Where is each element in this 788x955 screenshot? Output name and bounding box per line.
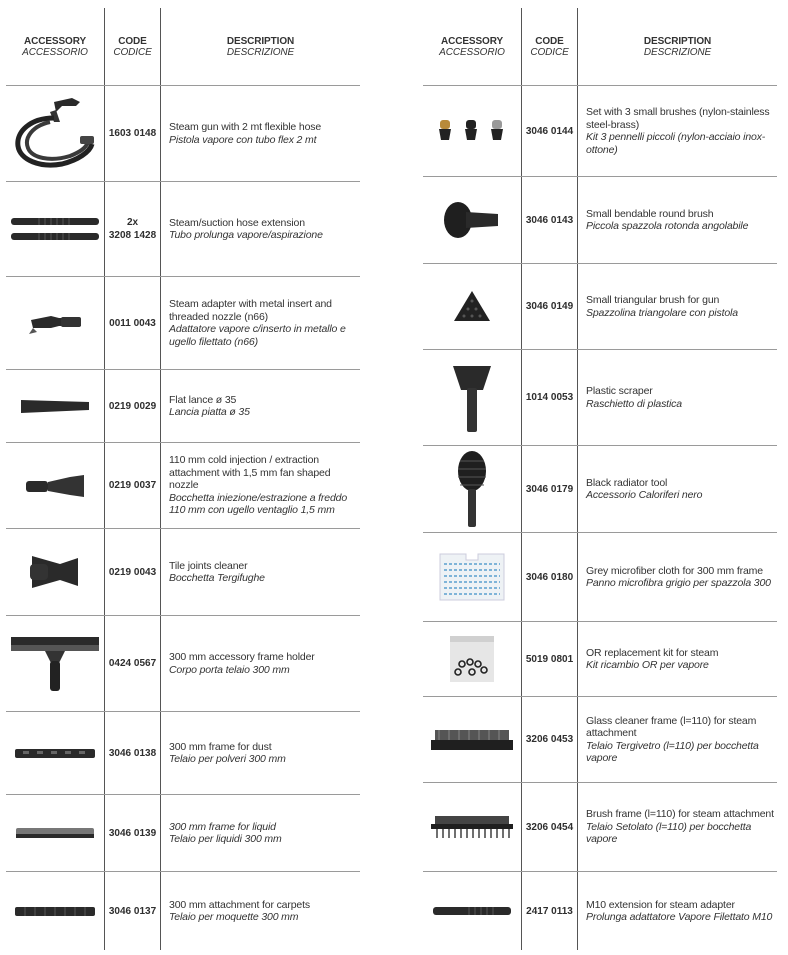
product-code <box>522 783 577 871</box>
description-it: Panno microfibra grigio per spazzola 300 <box>586 577 771 589</box>
table-row <box>423 86 777 176</box>
code-value: 2417 0113 <box>526 905 573 917</box>
table-row <box>423 264 777 349</box>
header-code-en: CODE <box>535 35 564 47</box>
description <box>169 616 357 711</box>
product-code <box>105 872 160 950</box>
description-it: Adattatore vapore c/inserto in metallo e ugello filettato (n66) <box>169 323 346 348</box>
description <box>586 177 774 263</box>
product-code <box>522 264 577 349</box>
round-brush-icon <box>423 177 521 263</box>
description <box>169 872 357 950</box>
table-row <box>6 616 360 711</box>
description <box>169 182 357 276</box>
table-row <box>6 277 360 369</box>
header-description-it: DESCRIZIONE <box>226 46 295 58</box>
description-it: Telaio per moquette 300 mm <box>169 911 299 923</box>
description-it: Accessorio Caloriferi nero <box>586 489 703 501</box>
description-it: Bocchetta iniezione/estrazione a freddo 110 mm con ugello ventaglio 1,5 mm <box>169 491 348 517</box>
table-row <box>6 370 360 442</box>
product-code <box>522 872 577 950</box>
description-en: Glass cleaner frame (l=110) for steam attachment <box>586 714 757 739</box>
description <box>586 264 774 349</box>
description-en: 110 mm cold injection / extraction attachment with 1,5 mm fan shaped nozzle <box>169 454 331 492</box>
description-en: Black radiator tool <box>586 476 668 489</box>
accessory-table-left <box>6 8 360 950</box>
product-code <box>105 795 160 871</box>
table-row <box>423 350 777 445</box>
product-code <box>105 616 160 711</box>
plastic-scraper-icon <box>423 350 521 445</box>
code-value: 3046 0144 <box>525 125 574 137</box>
header-code-it: CODICE <box>530 46 569 58</box>
code-value: 1603 0148 <box>108 128 157 139</box>
triangular-brush-icon <box>423 264 521 349</box>
header-description <box>578 8 777 85</box>
product-code <box>522 446 577 532</box>
code-value: 3208 1428 <box>108 230 157 241</box>
code-value: 3206 0453 <box>525 734 574 745</box>
table-row <box>6 712 360 794</box>
description <box>586 622 774 696</box>
microfiber-cloth-icon <box>423 533 521 621</box>
description <box>169 370 357 442</box>
extension-tubes-icon <box>6 182 104 276</box>
description-en: 300 mm attachment for carpets <box>169 898 310 911</box>
description-it: Tubo prolunga vapore/aspirazione <box>169 229 323 241</box>
description-en: Set with 3 small brushes (nylon-stainless steel-brass) <box>586 106 770 131</box>
description-it: Bocchetta Tergifughe <box>169 572 265 584</box>
description-it: Lancia piatta ø 35 <box>169 406 250 418</box>
code-value: 3046 0139 <box>108 827 157 839</box>
description-it: Raschietto di plastica <box>586 397 682 410</box>
description-en: Tile joints cleaner <box>169 559 248 572</box>
table-row <box>423 783 777 871</box>
table-row <box>6 872 360 950</box>
code-value: 0219 0037 <box>108 480 157 491</box>
description <box>586 446 774 532</box>
product-code <box>105 370 160 442</box>
description <box>169 795 357 871</box>
description-en: Brush frame (l=110) for steam attachment <box>586 808 774 821</box>
header-accessory <box>423 8 521 85</box>
description-en: 300 mm frame for dust <box>169 740 272 753</box>
table-row <box>423 622 777 696</box>
code-value: 3206 0454 <box>525 821 574 833</box>
description <box>586 533 774 621</box>
header-description-en: DESCRIPTION <box>643 35 712 47</box>
small-brushes-icon <box>423 86 521 176</box>
description <box>169 529 357 615</box>
glass-cleaner-frame-icon <box>423 697 521 782</box>
code-value: 3046 0138 <box>108 747 157 759</box>
flat-lance-icon <box>6 370 104 442</box>
carpet-attachment-icon <box>6 872 104 950</box>
description <box>586 350 774 445</box>
description <box>586 86 774 176</box>
table-row <box>6 443 360 528</box>
frame-holder-icon <box>6 616 104 711</box>
description-en: M10 extension for steam adapter <box>586 898 735 911</box>
table-row <box>423 697 777 782</box>
table-row <box>6 795 360 871</box>
description-it: Piccola spazzola rotonda angolabile <box>586 220 749 232</box>
code-value: 0011 0043 <box>109 317 156 329</box>
code-value: 3046 0180 <box>525 571 574 583</box>
description <box>169 277 357 369</box>
product-code <box>522 350 577 445</box>
cold-injection-attachment-icon <box>6 443 104 528</box>
header-code <box>105 8 160 85</box>
description-it: Kit 3 pennelli piccoli (nylon-acciaio inox-ottone) <box>586 131 766 156</box>
description <box>586 872 774 950</box>
steam-gun-hose-icon <box>6 86 104 181</box>
header-accessory-it: ACCESSORIO <box>22 46 88 58</box>
description-it: Prolunga adattatore Vapore Filettato M10 <box>586 911 773 923</box>
description-en: Steam gun with 2 mt flexible hose <box>169 121 322 133</box>
description <box>169 443 357 528</box>
code-value: 0424 0567 <box>108 658 157 669</box>
product-code <box>105 443 160 528</box>
quantity: 2x <box>126 217 139 228</box>
description-en: Steam adapter with metal insert and threaded nozzle (n66) <box>169 298 332 323</box>
header-accessory-en: ACCESSORY <box>23 35 87 47</box>
product-code <box>105 712 160 794</box>
header-description-it: DESCRIZIONE <box>643 46 712 58</box>
description-it-2: Telaio per liquidi 300 mm <box>169 833 282 845</box>
description <box>169 712 357 794</box>
description-en: Small bendable round brush <box>586 207 714 220</box>
accessory-table-right <box>423 8 777 950</box>
header-accessory-en: ACCESSORY <box>440 35 504 47</box>
description <box>169 86 357 181</box>
code-value: 1014 0053 <box>525 392 574 403</box>
liquid-frame-icon <box>6 795 104 871</box>
description <box>586 783 774 871</box>
code-value: 3046 0149 <box>525 301 574 312</box>
table-row <box>6 182 360 276</box>
code-value: 0219 0043 <box>108 566 157 578</box>
product-code <box>522 533 577 621</box>
o-ring-kit-icon <box>423 622 521 696</box>
code-value: 3046 0179 <box>525 483 574 495</box>
description-en: Grey microfiber cloth for 300 mm frame <box>586 564 763 577</box>
description-it: Telaio per polveri 300 mm <box>169 753 286 765</box>
product-code <box>522 697 577 782</box>
description-en: 300 mm accessory frame holder <box>169 651 315 663</box>
description-en: Steam/suction hose extension <box>169 216 305 229</box>
header-accessory-it: ACCESSORIO <box>439 46 505 58</box>
table-row <box>423 533 777 621</box>
description-it: Corpo porta telaio 300 mm <box>169 663 290 676</box>
code-value: 3046 0143 <box>525 214 574 226</box>
description-it: Kit ricambio OR per vapore <box>586 659 709 671</box>
table-row <box>423 177 777 263</box>
description-en: Small triangular brush for gun <box>586 294 720 306</box>
header-description <box>161 8 360 85</box>
description-it: Spazzolina triangolare con pistola <box>586 306 738 319</box>
code-value: 5019 0801 <box>525 653 574 665</box>
table-row <box>423 872 777 950</box>
product-code <box>522 177 577 263</box>
table-row <box>6 86 360 181</box>
header-accessory <box>6 8 104 85</box>
m10-extension-icon <box>423 872 521 950</box>
header-code <box>522 8 577 85</box>
tile-joints-cleaner-icon <box>6 529 104 615</box>
product-code <box>522 622 577 696</box>
header-code-en: CODE <box>118 35 147 47</box>
brush-frame-icon <box>423 783 521 871</box>
header-code-it: CODICE <box>113 46 152 58</box>
header-description-en: DESCRIPTION <box>226 35 295 47</box>
description <box>586 697 774 782</box>
product-code <box>105 529 160 615</box>
description-it: Telaio Tergivetro (l=110) per bocchetta vapore <box>586 739 759 764</box>
code-value: 0219 0029 <box>108 400 157 412</box>
description-it: Pistola vapore con tubo flex 2 mt <box>169 133 317 146</box>
table-row <box>6 529 360 615</box>
radiator-tool-icon <box>423 446 521 532</box>
description-it: 300 mm frame for liquid <box>169 820 276 833</box>
description-en: Flat lance ø 35 <box>169 393 237 406</box>
description-it: Telaio Setolato (l=110) per bocchetta vapore <box>586 820 752 846</box>
product-code <box>105 277 160 369</box>
product-code <box>105 182 160 276</box>
steam-adapter-nozzle-icon <box>6 277 104 369</box>
dust-frame-icon <box>6 712 104 794</box>
description-en: Plastic scraper <box>586 385 653 397</box>
product-code <box>522 86 577 176</box>
code-value: 3046 0137 <box>108 905 157 917</box>
table-row <box>423 446 777 532</box>
description-en: OR replacement kit for steam <box>586 646 719 659</box>
product-code <box>105 86 160 181</box>
